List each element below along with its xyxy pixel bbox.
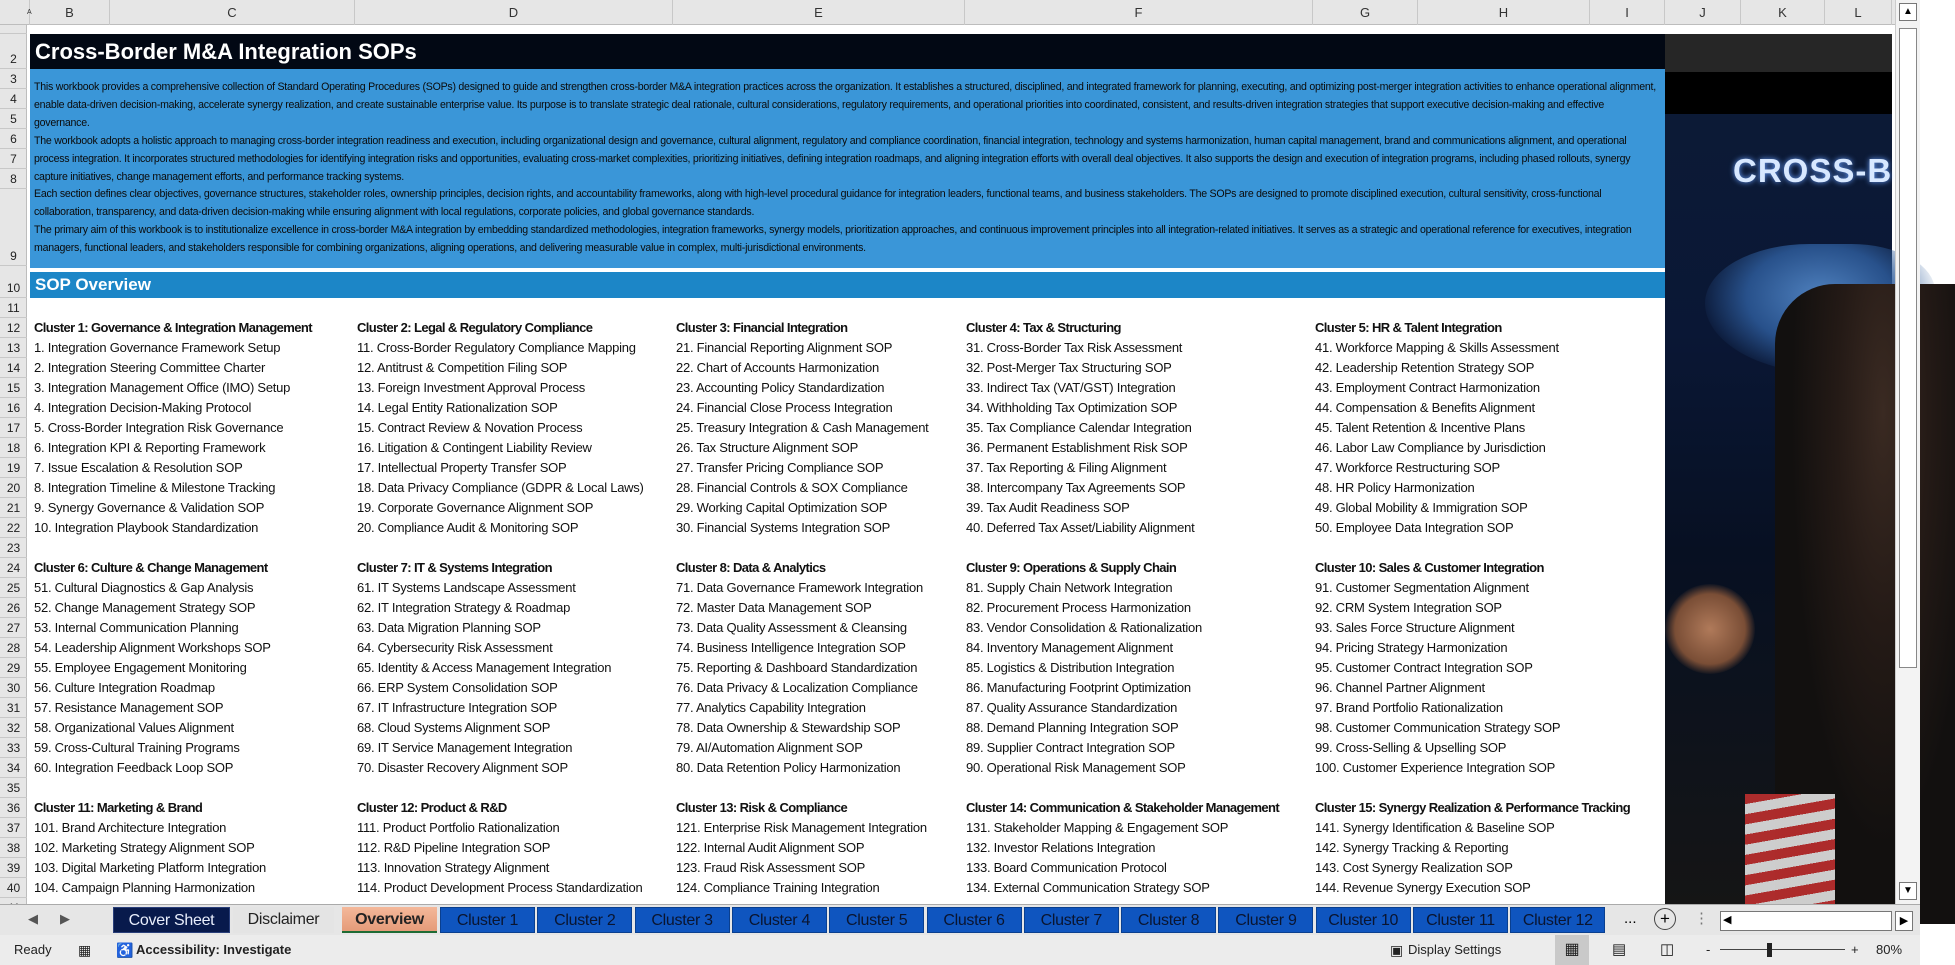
sop-item: 7. Issue Escalation & Resolution SOP bbox=[34, 460, 243, 475]
sop-item: 62. IT Integration Strategy & Roadmap bbox=[357, 600, 571, 615]
cluster-block bbox=[1315, 558, 1645, 778]
sop-item: 31. Cross-Border Tax Risk Assessment bbox=[966, 340, 1183, 355]
row-header[interactable]: 24 bbox=[0, 558, 27, 578]
sop-item: 27. Transfer Pricing Compliance SOP bbox=[676, 460, 884, 475]
cluster-title: Cluster 9: Operations & Supply Chain bbox=[966, 560, 1177, 575]
sop-item: 124. Compliance Training Integration bbox=[676, 880, 880, 895]
sop-item: 100. Customer Experience Integration SOP bbox=[1315, 760, 1556, 775]
sop-item: 47. Workforce Restructuring SOP bbox=[1315, 460, 1500, 475]
status-ready: Ready bbox=[14, 942, 52, 957]
page-layout-view-icon[interactable]: ▤ bbox=[1612, 941, 1627, 958]
sop-item: 17. Intellectual Property Transfer SOP bbox=[357, 460, 567, 475]
normal-view-icon[interactable]: ▦ bbox=[1555, 935, 1589, 965]
row-header[interactable]: 23 bbox=[0, 538, 27, 558]
sop-item: 38. Intercompany Tax Agreements SOP bbox=[966, 480, 1186, 495]
sop-item: 51. Cultural Diagnostics & Gap Analysis bbox=[34, 580, 254, 595]
sop-item: 26. Tax Structure Alignment SOP bbox=[676, 440, 859, 455]
column-header[interactable]: G bbox=[1313, 0, 1418, 25]
sheet-tab-cluster-4[interactable]: Cluster 4 bbox=[732, 907, 827, 933]
sop-item: 63. Data Migration Planning SOP bbox=[357, 620, 541, 635]
sop-item: 23. Accounting Policy Standardization bbox=[676, 380, 885, 395]
sop-item: 29. Working Capital Optimization SOP bbox=[676, 500, 888, 515]
sop-item: 25. Treasury Integration & Cash Management bbox=[676, 420, 929, 435]
sop-item: 61. IT Systems Landscape Assessment bbox=[357, 580, 576, 595]
cluster-block bbox=[357, 318, 687, 538]
sop-item: 133. Board Communication Protocol bbox=[966, 860, 1167, 875]
sop-item: 13. Foreign Investment Approval Process bbox=[357, 380, 585, 395]
description-paragraph: Each section defines clear objectives, governance structures, stakeholder roles, ownership principles, decision rights, and accountability frameworks, along with high-level procedural guidance for integration leaders, functional teams, and business stakeholders. The SOPs are designed to promote disciplined execution, cultural sensitivity, cross-functional collaboration, transparency, and data-driven decision-making while ensuring alignment with local regulations, corporate policies, and global governance standards. bbox=[34, 188, 1602, 219]
scroll-right-icon[interactable]: ▶ bbox=[1895, 911, 1913, 931]
row-header[interactable]: 21 bbox=[0, 498, 27, 518]
sop-item: 45. Talent Retention & Incentive Plans bbox=[1315, 420, 1525, 435]
row-header[interactable]: 9 bbox=[0, 189, 27, 266]
row-header[interactable]: 30 bbox=[0, 678, 27, 698]
sop-item: 54. Leadership Alignment Workshops SOP bbox=[34, 640, 271, 655]
accessibility-status[interactable]: Accessibility: Investigate bbox=[136, 942, 292, 957]
cluster-title: Cluster 15: Synergy Realization & Performance Tracking bbox=[1315, 800, 1631, 815]
display-settings-button[interactable]: Display Settings bbox=[1408, 942, 1502, 957]
page-title: Cross-Border M&A Integration SOPs bbox=[30, 34, 1665, 69]
sop-item: 3. Integration Management Office (IMO) Setup bbox=[34, 380, 291, 395]
more-tabs-button[interactable]: ... bbox=[1624, 910, 1637, 927]
column-header[interactable]: H bbox=[1418, 0, 1590, 25]
status-bar bbox=[0, 935, 1920, 965]
cluster-title: Cluster 1: Governance & Integration Management bbox=[34, 320, 312, 335]
cluster-title: Cluster 10: Sales & Customer Integration bbox=[1315, 560, 1544, 575]
sop-item: 49. Global Mobility & Immigration SOP bbox=[1315, 500, 1528, 515]
row-header[interactable]: 27 bbox=[0, 618, 27, 638]
cluster-title: Cluster 2: Legal & Regulatory Compliance bbox=[357, 320, 593, 335]
zoom-slider[interactable] bbox=[1720, 949, 1845, 950]
sop-item: 53. Internal Communication Planning bbox=[34, 620, 239, 635]
sheet-tab-cluster-5[interactable]: Cluster 5 bbox=[829, 907, 924, 933]
row-header[interactable]: 38 bbox=[0, 838, 27, 858]
sop-item: 8. Integration Timeline & Milestone Tracking bbox=[34, 480, 276, 495]
sop-item: 131. Stakeholder Mapping & Engagement SOP bbox=[966, 820, 1229, 835]
sop-item: 114. Product Development Process Standardization bbox=[357, 880, 643, 895]
row-header[interactable]: 19 bbox=[0, 458, 27, 478]
sop-item: 52. Change Management Strategy SOP bbox=[34, 600, 256, 615]
sop-item: 91. Customer Segmentation Alignment bbox=[1315, 580, 1529, 595]
column-header[interactable]: E bbox=[673, 0, 965, 25]
row-header[interactable]: 7 bbox=[0, 149, 27, 169]
row-header[interactable]: 28 bbox=[0, 638, 27, 658]
sop-item: 68. Cloud Systems Alignment SOP bbox=[357, 720, 551, 735]
sop-item: 88. Demand Planning Integration SOP bbox=[966, 720, 1179, 735]
sop-item: 92. CRM System Integration SOP bbox=[1315, 600, 1502, 615]
cluster-title: Cluster 4: Tax & Structuring bbox=[966, 320, 1121, 335]
sop-item: 73. Data Quality Assessment & Cleansing bbox=[676, 620, 907, 635]
sop-item: 104. Campaign Planning Harmonization bbox=[34, 880, 255, 895]
column-header[interactable]: I bbox=[1590, 0, 1665, 25]
cluster-block bbox=[1315, 798, 1645, 904]
cluster-block bbox=[966, 318, 1296, 538]
sop-item: 77. Analytics Capability Integration bbox=[676, 700, 866, 715]
sop-item: 97. Brand Portfolio Rationalization bbox=[1315, 700, 1503, 715]
sop-item: 28. Financial Controls & SOX Compliance bbox=[676, 480, 908, 495]
sop-item: 89. Supplier Contract Integration SOP bbox=[966, 740, 1175, 755]
description-block bbox=[30, 69, 1665, 268]
cluster-block bbox=[676, 318, 1006, 538]
row-header[interactable]: 10 bbox=[0, 266, 27, 298]
zoom-level[interactable]: 80% bbox=[1876, 942, 1903, 957]
sop-item: 15. Contract Review & Novation Process bbox=[357, 420, 583, 435]
sop-item: 90. Operational Risk Management SOP bbox=[966, 760, 1186, 775]
sop-item: 21. Financial Reporting Alignment SOP bbox=[676, 340, 893, 355]
sop-item: 132. Investor Relations Integration bbox=[966, 840, 1156, 855]
sheet-tab-cluster-1[interactable]: Cluster 1 bbox=[440, 907, 535, 933]
zoom-out-button[interactable]: - bbox=[1706, 942, 1711, 957]
row-header[interactable] bbox=[0, 25, 27, 34]
sop-item: 82. Procurement Process Harmonization bbox=[966, 600, 1191, 615]
sop-item: 14. Legal Entity Rationalization SOP bbox=[357, 400, 558, 415]
sop-item: 74. Business Intelligence Integration SOP bbox=[676, 640, 906, 655]
column-header[interactable]: D bbox=[355, 0, 673, 25]
cluster-title: Cluster 5: HR & Talent Integration bbox=[1315, 320, 1502, 335]
cluster-title: Cluster 14: Communication & Stakeholder Management bbox=[966, 800, 1280, 815]
row-headers bbox=[0, 25, 27, 904]
sop-item: 70. Disaster Recovery Alignment SOP bbox=[357, 760, 568, 775]
page-break-view-icon[interactable]: ◫ bbox=[1660, 941, 1675, 958]
sop-item: 71. Data Governance Framework Integration bbox=[676, 580, 923, 595]
row-header[interactable]: 13 bbox=[0, 338, 27, 358]
sop-item: 60. Integration Feedback Loop SOP bbox=[34, 760, 234, 775]
row-header[interactable]: 22 bbox=[0, 518, 27, 538]
sop-item: 67. IT Infrastructure Integration SOP bbox=[357, 700, 558, 715]
split-handle-icon[interactable]: ⋮ bbox=[1694, 910, 1709, 927]
sop-item: 142. Synergy Tracking & Reporting bbox=[1315, 840, 1509, 855]
sop-item: 16. Litigation & Contingent Liability Review bbox=[357, 440, 592, 455]
row-header[interactable]: 4 bbox=[0, 89, 27, 109]
row-header[interactable]: 35 bbox=[0, 778, 27, 798]
column-header[interactable]: B bbox=[30, 0, 110, 25]
scroll-down-icon[interactable]: ▼ bbox=[1899, 882, 1917, 900]
sop-item: 33. Indirect Tax (VAT/GST) Integration bbox=[966, 380, 1176, 395]
sop-item: 102. Marketing Strategy Alignment SOP bbox=[34, 840, 255, 855]
sop-item: 83. Vendor Consolidation & Rationalization bbox=[966, 620, 1202, 635]
row-header[interactable]: 37 bbox=[0, 818, 27, 838]
column-headers bbox=[0, 0, 1895, 25]
row-header[interactable]: 15 bbox=[0, 378, 27, 398]
accessibility-icon: ♿ bbox=[116, 942, 134, 958]
row-header[interactable]: 8 bbox=[0, 169, 27, 189]
sop-item: 103. Digital Marketing Platform Integration bbox=[34, 860, 267, 875]
section-title: SOP Overview bbox=[30, 272, 1665, 298]
cluster-title: Cluster 7: IT & Systems Integration bbox=[357, 560, 552, 575]
sop-item: 12. Antitrust & Competition Filing SOP bbox=[357, 360, 568, 375]
sop-item: 19. Corporate Governance Alignment SOP bbox=[357, 500, 594, 515]
sop-item: 22. Chart of Accounts Harmonization bbox=[676, 360, 879, 375]
sop-item: 72. Master Data Management SOP bbox=[676, 600, 872, 615]
macro-recording-icon[interactable]: ▦ bbox=[78, 942, 92, 958]
sop-item: 43. Employment Contract Harmonization bbox=[1315, 380, 1540, 395]
cluster-title: Cluster 13: Risk & Compliance bbox=[676, 800, 848, 815]
sop-item: 1. Integration Governance Framework Setup bbox=[34, 340, 281, 355]
sop-item: 101. Brand Architecture Integration bbox=[34, 820, 227, 835]
sheet-tab-bar bbox=[0, 904, 1920, 935]
sop-item: 6. Integration KPI & Reporting Framework bbox=[34, 440, 266, 455]
tab-scroll-left-icon[interactable]: ◀ bbox=[28, 911, 38, 926]
row-header[interactable]: 36 bbox=[0, 798, 27, 818]
sop-item: 2. Integration Steering Committee Charter bbox=[34, 360, 266, 375]
sop-item: 32. Post-Merger Tax Structuring SOP bbox=[966, 360, 1172, 375]
row-header[interactable]: 16 bbox=[0, 398, 27, 418]
scroll-up-icon[interactable]: ▲ bbox=[1899, 3, 1917, 21]
column-header[interactable]: K bbox=[1741, 0, 1825, 25]
sop-item: 96. Channel Partner Alignment bbox=[1315, 680, 1485, 695]
column-header[interactable]: C bbox=[110, 0, 355, 25]
cluster-block bbox=[676, 558, 1006, 778]
sheet-tab-cluster-2[interactable]: Cluster 2 bbox=[537, 907, 632, 933]
sop-item: 55. Employee Engagement Monitoring bbox=[34, 660, 247, 675]
vertical-scrollbar[interactable] bbox=[1895, 0, 1920, 904]
sop-item: 75. Reporting & Dashboard Standardization bbox=[676, 660, 918, 675]
sop-item: 18. Data Privacy Compliance (GDPR & Local Laws) bbox=[357, 480, 644, 495]
sop-item: 79. AI/Automation Alignment SOP bbox=[676, 740, 863, 755]
sop-item: 41. Workforce Mapping & Skills Assessment bbox=[1315, 340, 1559, 355]
row-header[interactable]: 17 bbox=[0, 418, 27, 438]
sop-item: 64. Cybersecurity Risk Assessment bbox=[357, 640, 553, 655]
row-header[interactable]: 29 bbox=[0, 658, 27, 678]
description-paragraph: This workbook provides a comprehensive collection of Standard Operating Procedures (SOPs) designed to guide and strengthen cross-border M&A integration practices across the organization. It establishes a structured, disciplined, and integrated framework for planning, executing, and optimizing post-merger integration activities to enhance operational alignment, enable data-driven decision-making, accelerate synergy realization, and create sustainable enterprise value. Its purpose is to translate strategic deal rationale, cultural considerations, regulatory requirements, and operational priorities into coordinated, consistent, and results-driven integration strategies that support executive decision-making and effective governance. bbox=[34, 81, 1656, 129]
hero-image[interactable] bbox=[1665, 34, 1892, 904]
row-header[interactable]: 14 bbox=[0, 358, 27, 378]
display-settings-icon: ▣ bbox=[1390, 942, 1404, 958]
sop-item: 37. Tax Reporting & Filing Alignment bbox=[966, 460, 1167, 475]
sop-item: 86. Manufacturing Footprint Optimization bbox=[966, 680, 1191, 695]
sop-item: 98. Customer Communication Strategy SOP bbox=[1315, 720, 1561, 735]
sop-item: 10. Integration Playbook Standardization bbox=[34, 520, 259, 535]
sop-item: 69. IT Service Management Integration bbox=[357, 740, 573, 755]
sop-item: 123. Fraud Risk Assessment SOP bbox=[676, 860, 866, 875]
sop-item: 78. Data Ownership & Stewardship SOP bbox=[676, 720, 901, 735]
sop-item: 50. Employee Data Integration SOP bbox=[1315, 520, 1514, 535]
row-header[interactable]: 11 bbox=[0, 298, 27, 318]
cluster-title: Cluster 12: Product & R&D bbox=[357, 800, 507, 815]
row-header[interactable]: 40 bbox=[0, 878, 27, 898]
sop-item: 20. Compliance Audit & Monitoring SOP bbox=[357, 520, 579, 535]
sop-item: 48. HR Policy Harmonization bbox=[1315, 480, 1475, 495]
cluster-block bbox=[966, 558, 1296, 778]
sop-item: 65. Identity & Access Management Integration bbox=[357, 660, 612, 675]
row-header[interactable]: 2 bbox=[0, 34, 27, 69]
sop-item: 9. Synergy Governance & Validation SOP bbox=[34, 500, 265, 515]
cluster-title: Cluster 3: Financial Integration bbox=[676, 320, 848, 335]
row-header[interactable]: 34 bbox=[0, 758, 27, 778]
sop-item: 113. Innovation Strategy Alignment bbox=[357, 860, 550, 875]
sheet-tab-disclaimer[interactable]: Disclaimer bbox=[233, 907, 334, 933]
row-header[interactable]: 3 bbox=[0, 69, 27, 89]
sop-item: 143. Cost Synergy Realization SOP bbox=[1315, 860, 1513, 875]
sop-item: 95. Customer Contract Integration SOP bbox=[1315, 660, 1533, 675]
sop-item: 81. Supply Chain Network Integration bbox=[966, 580, 1173, 595]
sop-item: 40. Deferred Tax Asset/Liability Alignment bbox=[966, 520, 1195, 535]
sop-item: 35. Tax Compliance Calendar Integration bbox=[966, 420, 1192, 435]
flag-graphic bbox=[1745, 794, 1835, 904]
sheet-tab-cluster-9[interactable]: Cluster 9 bbox=[1218, 907, 1313, 933]
cluster-block bbox=[676, 798, 1006, 904]
sheet-tab-cluster-8[interactable]: Cluster 8 bbox=[1121, 907, 1216, 933]
sop-item: 122. Internal Audit Alignment SOP bbox=[676, 840, 865, 855]
row-header[interactable]: 26 bbox=[0, 598, 27, 618]
sheet-tab-cluster-6[interactable]: Cluster 6 bbox=[927, 907, 1022, 933]
sop-item: 36. Permanent Establishment Risk SOP bbox=[966, 440, 1188, 455]
sop-item: 59. Cross-Cultural Training Programs bbox=[34, 740, 240, 755]
sop-item: 5. Cross-Border Integration Risk Governance bbox=[34, 420, 284, 435]
sop-item: 58. Organizational Values Alignment bbox=[34, 720, 234, 735]
column-header[interactable]: A bbox=[27, 0, 30, 25]
cluster-title: Cluster 11: Marketing & Brand bbox=[34, 800, 203, 815]
scroll-left-icon[interactable]: ◀ bbox=[1723, 914, 1732, 926]
sop-item: 134. External Communication Strategy SOP bbox=[966, 880, 1210, 895]
sop-item: 24. Financial Close Process Integration bbox=[676, 400, 893, 415]
cluster-block bbox=[357, 558, 687, 778]
sop-item: 94. Pricing Strategy Harmonization bbox=[1315, 640, 1508, 655]
row-header[interactable]: 39 bbox=[0, 858, 27, 878]
add-sheet-icon[interactable]: + bbox=[1654, 908, 1676, 930]
sop-item: 42. Leadership Retention Strategy SOP bbox=[1315, 360, 1535, 375]
sop-item: 56. Culture Integration Roadmap bbox=[34, 680, 215, 695]
column-header[interactable]: L bbox=[1825, 0, 1892, 25]
hero-lettering: CROSS-B bbox=[1733, 152, 1893, 189]
sop-item: 66. ERP System Consolidation SOP bbox=[357, 680, 558, 695]
sheet-tab-cluster-7[interactable]: Cluster 7 bbox=[1024, 907, 1119, 933]
row-header[interactable]: 31 bbox=[0, 698, 27, 718]
sheet-tab-cover-sheet[interactable]: Cover Sheet bbox=[113, 907, 230, 933]
row-header[interactable]: 33 bbox=[0, 738, 27, 758]
sop-item: 144. Revenue Synergy Execution SOP bbox=[1315, 880, 1531, 895]
row-header[interactable]: 32 bbox=[0, 718, 27, 738]
sop-item: 57. Resistance Management SOP bbox=[34, 700, 224, 715]
description-paragraph: The workbook adopts a holistic approach to managing cross-border integration readiness and execution, including organizational design and governance, cultural alignment, regulatory and compliance coordination, financial integration, technology and systems harmonization, human capital management, brand and communications alignment, and operational process integration. It incorporates structured methodologies for identifying integration risks and opportunities, evaluating cross-market complexities, prioritizing initiatives, defining integration roadmaps, and aligning integration efforts with overall deal objectives. It also supports the design and execution of integration programs, including phased rollouts, synergy capture initiatives, change management efforts, and performance tracking systems. bbox=[34, 134, 1631, 183]
horizontal-scrollbar[interactable] bbox=[1720, 911, 1909, 931]
cluster-block bbox=[966, 798, 1296, 904]
sop-item: 121. Enterprise Risk Management Integration bbox=[676, 820, 927, 835]
row-header[interactable]: 25 bbox=[0, 578, 27, 598]
zoom-in-button[interactable]: + bbox=[1851, 942, 1859, 957]
sop-item: 99. Cross-Selling & Upselling SOP bbox=[1315, 740, 1507, 755]
cluster-block bbox=[34, 558, 364, 778]
scrollbar-thumb[interactable] bbox=[1899, 28, 1917, 668]
row-header[interactable]: 6 bbox=[0, 129, 27, 149]
sop-item: 80. Data Retention Policy Harmonization bbox=[676, 760, 901, 775]
sop-item: 11. Cross-Border Regulatory Compliance Mapping bbox=[357, 340, 636, 355]
column-header[interactable]: F bbox=[965, 0, 1313, 25]
sop-item: 84. Inventory Management Alignment bbox=[966, 640, 1173, 655]
sop-item: 46. Labor Law Compliance by Jurisdiction bbox=[1315, 440, 1546, 455]
row-header[interactable]: 5 bbox=[0, 109, 27, 129]
hand-graphic bbox=[1665, 584, 1755, 674]
sheet-tab-cluster-10[interactable]: Cluster 10 bbox=[1316, 907, 1411, 933]
sop-item: 93. Sales Force Structure Alignment bbox=[1315, 620, 1515, 635]
row-header[interactable]: 12 bbox=[0, 318, 27, 338]
sop-item: 44. Compensation & Benefits Alignment bbox=[1315, 400, 1535, 415]
sop-item: 34. Withholding Tax Optimization SOP bbox=[966, 400, 1178, 415]
sop-item: 4. Integration Decision-Making Protocol bbox=[34, 400, 252, 415]
tab-scroll-right-icon[interactable]: ▶ bbox=[60, 911, 70, 926]
cluster-block bbox=[1315, 318, 1645, 538]
sop-item: 39. Tax Audit Readiness SOP bbox=[966, 500, 1130, 515]
sheet-tab-cluster-11[interactable]: Cluster 11 bbox=[1413, 907, 1508, 933]
sop-item: 141. Synergy Identification & Baseline SOP bbox=[1315, 820, 1555, 835]
sop-item: 87. Quality Assurance Standardization bbox=[966, 700, 1178, 715]
sop-item: 30. Financial Systems Integration SOP bbox=[676, 520, 891, 535]
column-header[interactable]: J bbox=[1665, 0, 1741, 25]
row-header[interactable]: 18 bbox=[0, 438, 27, 458]
sop-item: 76. Data Privacy & Localization Compliance bbox=[676, 680, 918, 695]
sop-item: 85. Logistics & Distribution Integration bbox=[966, 660, 1175, 675]
zoom-slider-thumb[interactable] bbox=[1767, 943, 1772, 957]
cluster-title: Cluster 6: Culture & Change Management bbox=[34, 560, 268, 575]
cluster-block bbox=[357, 798, 687, 904]
sop-item: 111. Product Portfolio Rationalization bbox=[357, 820, 560, 835]
cluster-block bbox=[34, 798, 364, 904]
cluster-title: Cluster 8: Data & Analytics bbox=[676, 560, 826, 575]
sheet-tab-cluster-12[interactable]: Cluster 12 bbox=[1510, 907, 1605, 933]
row-header[interactable]: 20 bbox=[0, 478, 27, 498]
sheet-tab-cluster-3[interactable]: Cluster 3 bbox=[635, 907, 730, 933]
description-paragraph: The primary aim of this workbook is to institutionalize excellence in cross-border M&A integration by embedding standardized methodologies, integration frameworks, synergy models, prioritization approaches, and continuous improvement principles into all integration-related initiatives. It serves as a strategic and operational reference for executives, integration managers, functional leaders, and stakeholders responsible for combining organizations, aligning operations, and delivering measurable value in complex, multi-jurisdictional environments. bbox=[34, 224, 1632, 255]
sheet-tab-overview[interactable]: Overview bbox=[342, 907, 437, 933]
cluster-block bbox=[34, 318, 364, 538]
sop-item: 112. R&D Pipeline Integration SOP bbox=[357, 840, 551, 855]
